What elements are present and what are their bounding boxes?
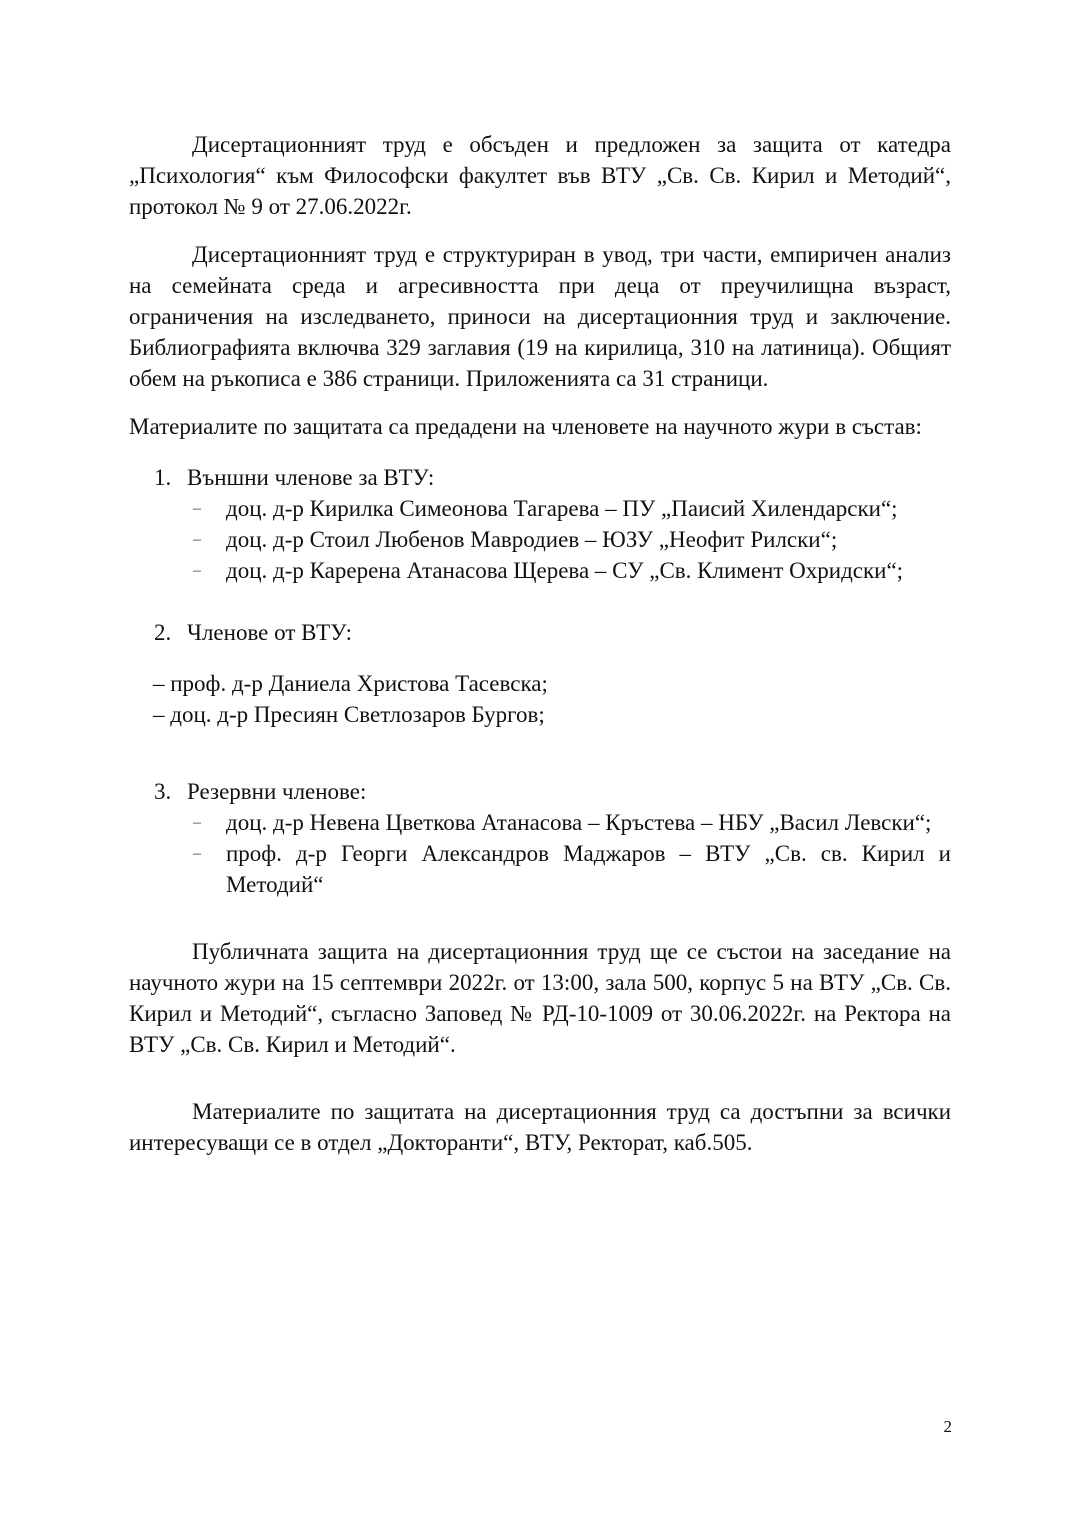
section-heading: Резервни членове: bbox=[187, 779, 367, 804]
jury-section-reserve bbox=[129, 776, 951, 807]
jury-member: – проф. д-р Георги Александров Маджаров – ВТУ „Св. св. Кирил и Методий“ bbox=[129, 838, 951, 900]
dash-bullet-icon: – bbox=[193, 562, 201, 579]
jury-member: – доц. д-р Стоил Любенов Мавродиев – ЮЗУ „Неофит Рилски“; bbox=[129, 524, 951, 555]
internal-members-list bbox=[129, 668, 951, 730]
paragraph-jury-intro: Материалите по защитата са предадени на членовете на научното жури в състав: bbox=[129, 414, 922, 439]
section-heading: Външни членове за ВТУ: bbox=[187, 465, 435, 490]
dash-bullet-icon: – bbox=[193, 531, 201, 548]
paragraph-defense-discussion: Дисертационният труд е обсъден и предложен за защита от катедра „Психология“ към Философски факултет във ВТУ „Св. Св. Кирил и Методий“, протокол № 9 от 27.06.2022г. bbox=[129, 132, 951, 219]
paragraph-public-defense: Публичната защита на дисертационния труд ще се състои на заседание на научното жури на 15 септември 2022г. от 13:00, зала 500, корпус 5 на ВТУ „Св. Св. Кирил и Методий“, съгласно Заповед № РД-10-1009 от 30.06.2022г. на Ректора на ВТУ „Св. Св. Кирил и Методий“. bbox=[129, 939, 951, 1057]
page-number: 2 bbox=[943, 1417, 952, 1436]
external-members-list bbox=[129, 493, 951, 586]
jury-member: – проф. д-р Даниела Христова Тасевска; bbox=[153, 671, 548, 696]
section-heading: Членове от ВТУ: bbox=[187, 620, 353, 645]
dash-bullet-icon: – bbox=[193, 845, 201, 862]
reserve-members-list bbox=[129, 807, 951, 900]
jury-member: – доц. д-р Каререна Атанасова Щерева – СУ „Св. Климент Охридски“; bbox=[129, 555, 951, 586]
section-number: 3. bbox=[154, 779, 172, 804]
jury-section-internal bbox=[129, 617, 951, 648]
jury-list bbox=[129, 462, 951, 493]
section-number: 2. bbox=[154, 620, 172, 645]
jury-member: – доц. д-р Пресиян Светлозаров Бургов; bbox=[153, 702, 545, 727]
jury-member: – доц. д-р Невена Цветкова Атанасова – Кръстева – НБУ „Васил Левски“; bbox=[129, 807, 951, 838]
jury-section-external bbox=[129, 462, 951, 493]
paragraph-structure: Дисертационният труд е структуриран в увод, три части, емпиричен анализ на семейната среда и агресивността при деца от преучилищна възраст, ограничения на изследването, приноси на дисертационния труд и заключение. Библиографията включва 329 заглавия (19 на кирилица, 310 на латиница). Общият обем на ръкописа е 386 страници. Приложенията са 31 страници. bbox=[129, 242, 951, 391]
document-body bbox=[129, 129, 951, 1158]
section-number: 1. bbox=[154, 465, 172, 490]
jury-member: – доц. д-р Кирилка Симеонова Тагарева – ПУ „Паисий Хилендарски“; bbox=[129, 493, 951, 524]
dash-bullet-icon: – bbox=[193, 814, 201, 831]
paragraph-materials-access: Материалите по защитата на дисертационния труд са достъпни за всички интересуващи се в отдел „Докторанти“, ВТУ, Ректорат, каб.505. bbox=[129, 1099, 951, 1155]
dash-bullet-icon: – bbox=[193, 500, 201, 517]
